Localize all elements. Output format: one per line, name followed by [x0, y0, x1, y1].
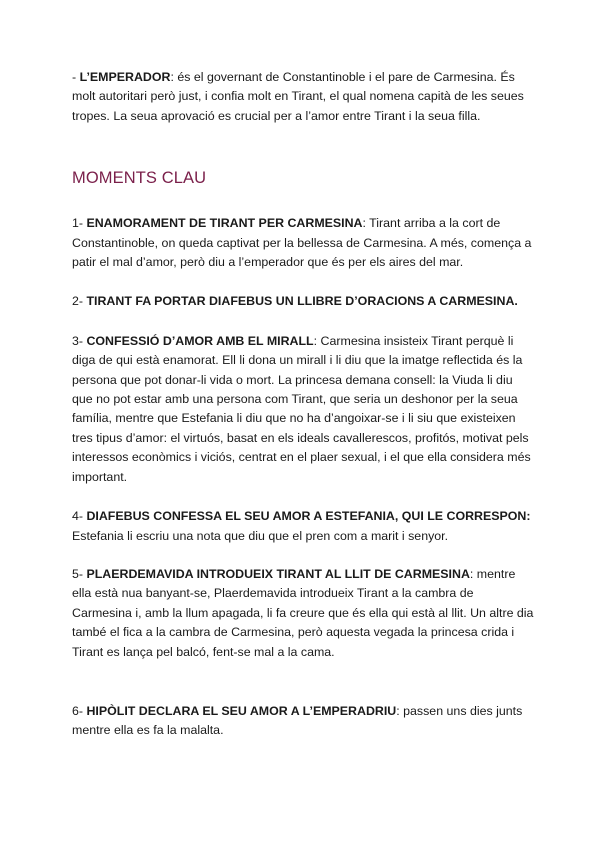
moment-number: 4- [72, 509, 87, 524]
moment-number: 3- [72, 333, 87, 348]
moment-number: 2- [72, 294, 87, 309]
section-heading: MOMENTS CLAU [72, 169, 207, 188]
moment-number: 6- [72, 703, 87, 718]
moment-title: HIPÒLIT DECLARA EL SEU AMOR A L’EMPERADRIU [86, 703, 397, 718]
moment-text: : mentre ella està nua banyant-se, Plaerdemavida introdueix Tirant a la cambra de Carmesina i, amb la llum apagada, li fa creure que és ella qui està al llit. Un altre dia també el fica a la cambra de Carmesina, però aquesta vegada la princesa crida i Tirant es lança pel balcó, fent-se mal a la cama. [72, 566, 534, 659]
moment-text: Estefania li escriu una nota que diu que el pren com a marit i senyor. [72, 528, 449, 543]
moment-text: : passen uns dies junts mentre ella es fa la malalta. [72, 703, 523, 738]
moment-title: TIRANT FA PORTAR DIAFEBUS UN LLIBRE D’ORACIONS A CARMESINA. [86, 294, 518, 309]
moment-4 [72, 507, 534, 546]
moment-number: 1- [72, 216, 87, 231]
list-dash: - [72, 70, 80, 84]
document-page [72, 68, 534, 741]
moment-title: PLAERDEMAVIDA INTRODUEIX TIRANT AL LLIT DE CARMESINA [86, 566, 470, 581]
moment-title: DIAFEBUS CONFESSA EL SEU AMOR A ESTEFANIA, QUI LE CORRESPON: [86, 509, 531, 524]
moment-2 [72, 292, 534, 311]
character-description: : és el governant de Constantinoble i el pare de Carmesina. És molt autoritari però just, i confia molt en Tirant, el qual nomena capità de les seues tropes. La seua aprovació es crucial per a l’amor entre Tirant i la seua filla. [72, 70, 524, 123]
moment-title: CONFESSIÓ D’AMOR AMB EL MIRALL [86, 333, 314, 348]
character-emperador [72, 68, 534, 126]
moment-3 [72, 332, 534, 487]
moment-5 [72, 565, 534, 662]
moment-text: : Tirant arriba a la cort de Constantinoble, on queda captivat per la bellessa de Carmesina. A més, comença a patir el mal d’amor, però diu a l’emperador que és per els aires del mar. [72, 216, 532, 270]
moment-text: : Carmesina insisteix Tirant perquè li diga de qui està enamorat. Ell li dona un mirall i li diu que la imatge reflectida és la persona que pot donar-li vida o mort. La princesa demana consell: la Viuda li diu que no pot estar amb una persona com Tirant, que seria un deshonor per la seua família, mentre que Estefania li diu que no ha d’angoixar-se i li siu que existeixen tres tipus d’amor: el virtuós, basat en els ideals cavallerescos, profitós, motivat pels interessos econòmics i viciós, centrat en el plaer sexual, i el que ella considera més important. [72, 333, 531, 484]
moment-number: 5- [72, 566, 87, 581]
moment-title: ENAMORAMENT DE TIRANT PER CARMESINA [86, 216, 363, 231]
character-name: L’EMPERADOR [79, 70, 171, 84]
moment-1 [72, 214, 534, 272]
moment-6 [72, 702, 534, 741]
